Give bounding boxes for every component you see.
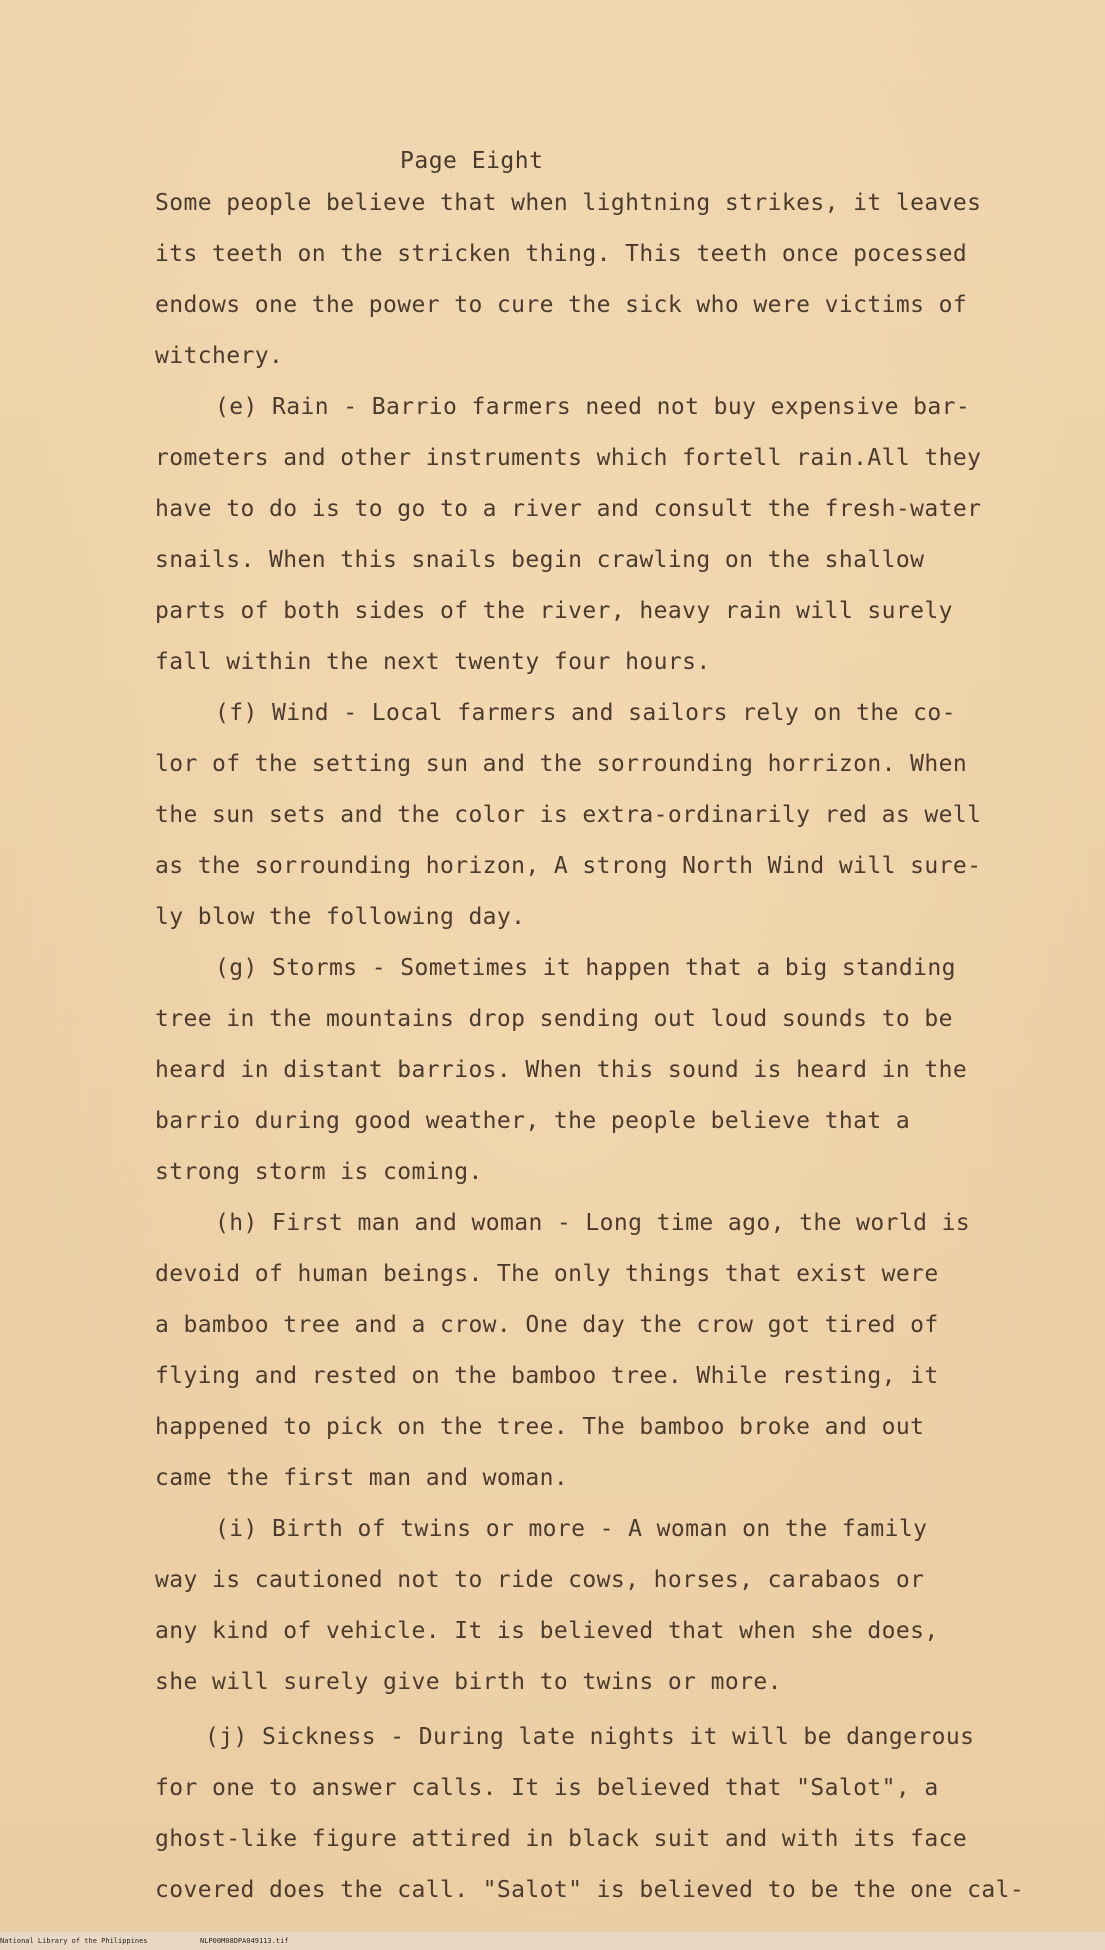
text-line: she will surely give birth to twins or more.	[155, 1669, 782, 1695]
text-line: (i) Birth of twins or more - A woman on the family	[215, 1516, 928, 1542]
text-line: as the sorrounding horizon, A strong North Wind will sure-	[155, 853, 982, 879]
text-line: (h) First man and woman - Long time ago, the world is	[215, 1210, 971, 1236]
scan-footer-strip	[0, 1932, 1105, 1950]
text-line: any kind of vehicle. It is believed that when she does,	[155, 1618, 939, 1644]
text-line: snails. When this snails begin crawling on the shallow	[155, 547, 925, 573]
text-line: happened to pick on the tree. The bamboo broke and out	[155, 1414, 925, 1440]
text-line: witchery.	[155, 343, 284, 369]
text-line: rometers and other instruments which fortell rain.All they	[155, 445, 982, 471]
scan-footer	[0, 1937, 289, 1945]
text-line: way is cautioned not to ride cows, horses, carabaos or	[155, 1567, 925, 1593]
text-line: came the first man and woman.	[155, 1465, 569, 1491]
library-credit: National Library of the Philippines	[0, 1937, 148, 1945]
text-line: have to do is to go to a river and consult the fresh-water	[155, 496, 982, 522]
file-code: NLP00M08DPA049113.tif	[200, 1937, 289, 1945]
text-line: ly blow the following day.	[155, 904, 526, 930]
text-line: the sun sets and the color is extra-ordinarily red as well	[155, 802, 982, 828]
text-line: heard in distant barrios. When this sound is heard in the	[155, 1057, 968, 1083]
text-line: for one to answer calls. It is believed that "Salot", a	[155, 1775, 939, 1801]
text-line: tree in the mountains drop sending out loud sounds to be	[155, 1006, 953, 1032]
text-line: barrio during good weather, the people believe that a	[155, 1108, 911, 1134]
text-line: (g) Storms - Sometimes it happen that a big standing	[215, 955, 956, 981]
text-line: a bamboo tree and a crow. One day the crow got tired of	[155, 1312, 939, 1338]
text-line: Some people believe that when lightning strikes, it leaves	[155, 190, 982, 216]
text-line: flying and rested on the bamboo tree. While resting, it	[155, 1363, 939, 1389]
text-line: parts of both sides of the river, heavy rain will surely	[155, 598, 953, 624]
text-line: (j) Sickness - During late nights it will be dangerous	[205, 1724, 975, 1750]
text-line: strong storm is coming.	[155, 1159, 483, 1185]
text-line: its teeth on the stricken thing. This teeth once pocessed	[155, 241, 968, 267]
text-line: fall within the next twenty four hours.	[155, 649, 711, 675]
text-line: endows one the power to cure the sick who were victims of	[155, 292, 968, 318]
text-line: devoid of human beings. The only things that exist were	[155, 1261, 939, 1287]
text-line: lor of the setting sun and the sorrounding horrizon. When	[155, 751, 968, 777]
text-line: (f) Wind - Local farmers and sailors rely on the co-	[215, 700, 956, 726]
text-line: (e) Rain - Barrio farmers need not buy expensive bar-	[215, 394, 971, 420]
page-title: Page Eight	[400, 148, 544, 174]
text-line: covered does the call. "Salot" is believed to be the one cal-	[155, 1877, 1025, 1903]
text-line: ghost-like figure attired in black suit and with its face	[155, 1826, 968, 1852]
